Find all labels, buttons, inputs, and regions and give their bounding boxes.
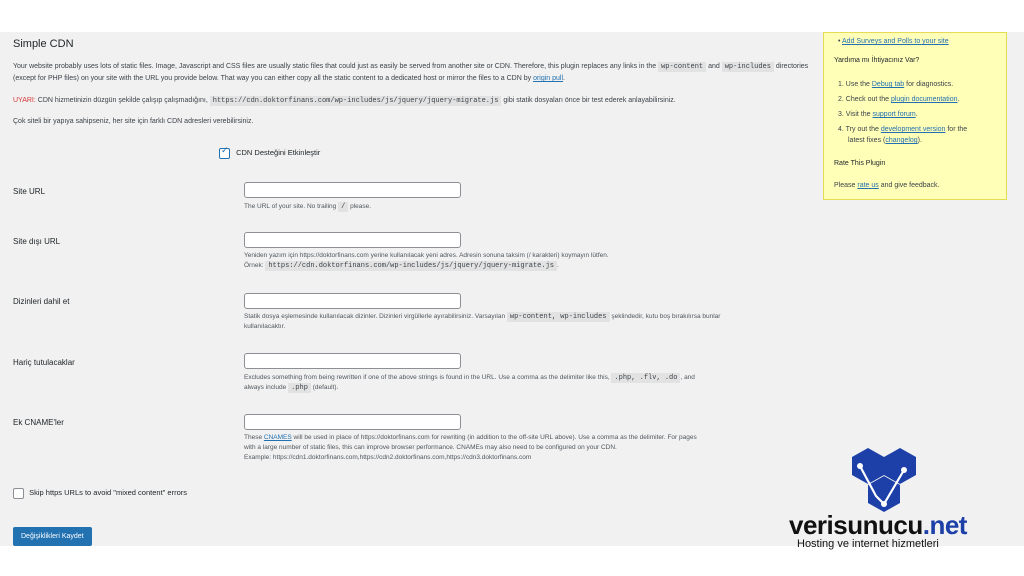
offsite-url-label: Site dışı URL [13, 237, 61, 246]
step2-text-a: 2. Check out the [838, 96, 889, 103]
debug-tab-link[interactable]: Debug tab [871, 81, 905, 88]
rate-text [834, 181, 939, 190]
include-dirs-desc-b: şeklindedir, kutu boş bırakılırsa bunlar [611, 313, 721, 320]
changelog-link[interactable]: changelog [885, 137, 918, 144]
warning-text-b: gibi statik dosyaları önce bir test ederek anlayabilirsiniz. [503, 97, 676, 104]
help-step-2 [838, 95, 959, 104]
step4-text-c: latest fixes ( [848, 137, 886, 144]
help-step-4-cont [848, 136, 922, 145]
step4-text-a: 4. Try out the [838, 126, 879, 133]
cnames-label: Ek CNAME'ler [13, 418, 64, 427]
surveys-item [838, 37, 949, 46]
plugin-sidebar [823, 32, 1007, 200]
support-forum-link[interactable]: support forum [872, 111, 916, 118]
warning-code: https://cdn.doktorfinans.com/wp-includes/js/jquery/jquery-migrate.js [210, 96, 502, 106]
offsite-url-example-label: Örnek: [244, 262, 264, 269]
page-title: Simple CDN [13, 38, 74, 50]
brand-name-tld: .net [922, 510, 967, 540]
origin-pull-link[interactable]: origin pull [533, 75, 564, 82]
enable-cdn-row [219, 148, 320, 159]
include-dirs-input[interactable] [244, 293, 461, 309]
warning-label: UYARI: [13, 97, 36, 104]
cnames-desc-b: will be used in place of https://doktorfinans.com for rewriting (in addition to the off-site URL above). Use a comma as the delimiter. For pages [293, 434, 697, 441]
site-url-desc-code: / [338, 202, 348, 212]
include-dirs-desc-c: kullanılacaktır. [244, 323, 286, 330]
exclude-description [244, 373, 819, 393]
include-dirs-desc-code: wp-content, wp-includes [507, 312, 610, 322]
cnames-input[interactable] [244, 414, 461, 430]
help-heading: Yardıma mı İhtiyacınız Var? [834, 57, 920, 64]
rate-us-link[interactable]: rate us [857, 182, 879, 189]
warning-text-a: CDN hizmetinizin düzgün şekilde çalışıp çalışmadığını, [37, 97, 208, 104]
intro-and: and [708, 63, 720, 70]
skip-https-checkbox[interactable] [13, 488, 24, 499]
bullet-icon: • [838, 38, 841, 45]
exclude-desc-line2 [244, 383, 819, 393]
brand-name [789, 510, 967, 541]
offsite-url-example-code: https://cdn.doktorfinans.com/wp-includes/js/jquery/jquery-migrate.js [265, 261, 557, 271]
enable-cdn-checkbox[interactable] [219, 148, 230, 159]
step2-text-b: . [957, 96, 960, 103]
rate-heading: Rate This Plugin [834, 160, 886, 167]
surveys-link[interactable]: Add Surveys and Polls to your site [842, 38, 949, 45]
intro-line2: directories (except for PHP files) on your site with the URL you provide below. That way you can either copy all the static content to a dedicated host or mirror the files to a CDN by [13, 63, 809, 82]
site-url-desc-a: The URL of your site. No trailing [244, 203, 337, 210]
offsite-url-desc-line1: Yeniden yazım için https://doktorfinans.com yerine kullanılacak yeni adres. Adresin sonuna taksim (/ karakteri) koymayın lütfen. [244, 252, 609, 259]
development-version-link[interactable]: development version [880, 126, 946, 133]
exclude-desc-code2: .php [288, 383, 311, 393]
site-url-description [244, 202, 819, 212]
offsite-url-example [244, 261, 819, 271]
site-url-label: Site URL [13, 187, 46, 196]
include-dirs-description [244, 312, 819, 332]
step3-text-a: 3. Visit the [838, 111, 871, 118]
site-url-input[interactable] [244, 182, 461, 198]
help-step-3 [838, 110, 918, 119]
offsite-url-input[interactable] [244, 232, 461, 248]
step3-text-b: . [915, 111, 918, 118]
offsite-url-description [244, 251, 819, 271]
offsite-url-example-end: . [556, 262, 559, 269]
intro-line1: Your website probably uses lots of static files. Image, Javascript and CSS files are usually static files that could just as easily be served from another site or CDN. Therefore, this plugin replaces any links in the [13, 63, 657, 70]
code-wp-content: wp-content [658, 62, 706, 72]
exclude-desc-c: (default). [312, 384, 339, 391]
exclude-desc-a: Excludes something from being rewritten if one of the above strings is found in the URL. Use a comma as the delimiter like this, [244, 374, 610, 381]
include-dirs-label: Dizinleri dahil et [13, 297, 70, 306]
exclude-desc-b: always include [244, 384, 287, 391]
brand-name-main: verisunucu [789, 510, 923, 540]
enable-cdn-label[interactable]: CDN Desteğini Etkinleştir [236, 148, 321, 158]
cnames-link[interactable]: CNAMES [263, 434, 292, 441]
intro-period: . [563, 75, 565, 82]
exclude-desc-code1: .php, .flv, .do [611, 373, 680, 383]
step1-text-b: for diagnostics. [906, 81, 954, 88]
cnames-desc-line3: Example: https://cdn1.doktorfinans.com,https://cdn2.doktorfinans.com,https://cdn3.doktorfinans.com [244, 454, 532, 461]
exclude-label: Hariç tutulacaklar [13, 358, 75, 367]
multisite-note: Çok siteli bir yapıya sahipseniz, her site için farklı CDN adresleri verebilirsiniz. [13, 118, 254, 125]
exclude-desc-and: , and [680, 374, 695, 381]
cnames-description [244, 433, 819, 463]
cnames-desc-line2: with a large number of static files, this can improve browser performance. CNAMEs may also need to be configured on your CDN. [244, 444, 617, 451]
step1-text-a: 1. Use the [838, 81, 870, 88]
site-url-desc-b: please. [350, 203, 372, 210]
cnames-desc-a: These [244, 434, 263, 441]
help-step-1 [838, 80, 953, 89]
help-step-4 [838, 125, 967, 134]
save-changes-button[interactable]: Değişiklikleri Kaydet [13, 527, 92, 546]
warning-text [13, 95, 818, 107]
brand-tagline: Hosting ve internet hizmetleri [797, 538, 939, 550]
rate-text-b: and give feedback. [880, 182, 940, 189]
rate-text-a: Please [834, 182, 856, 189]
skip-https-label[interactable]: Skip https URLs to avoid "mixed content" errors [29, 488, 187, 498]
skip-https-row [13, 488, 187, 499]
step4-text-d: ). [917, 137, 922, 144]
intro-text [13, 61, 818, 85]
code-wp-includes: wp-includes [722, 62, 774, 72]
step4-text-b: for the [947, 126, 968, 133]
exclude-input[interactable] [244, 353, 461, 369]
plugin-documentation-link[interactable]: plugin documentation [890, 96, 958, 103]
include-dirs-desc-a: Statik dosya eşlemesinde kullanılacak dizinler. Dizinleri virgüllerle ayırabilirsiniz. Varsayılan [244, 313, 506, 320]
